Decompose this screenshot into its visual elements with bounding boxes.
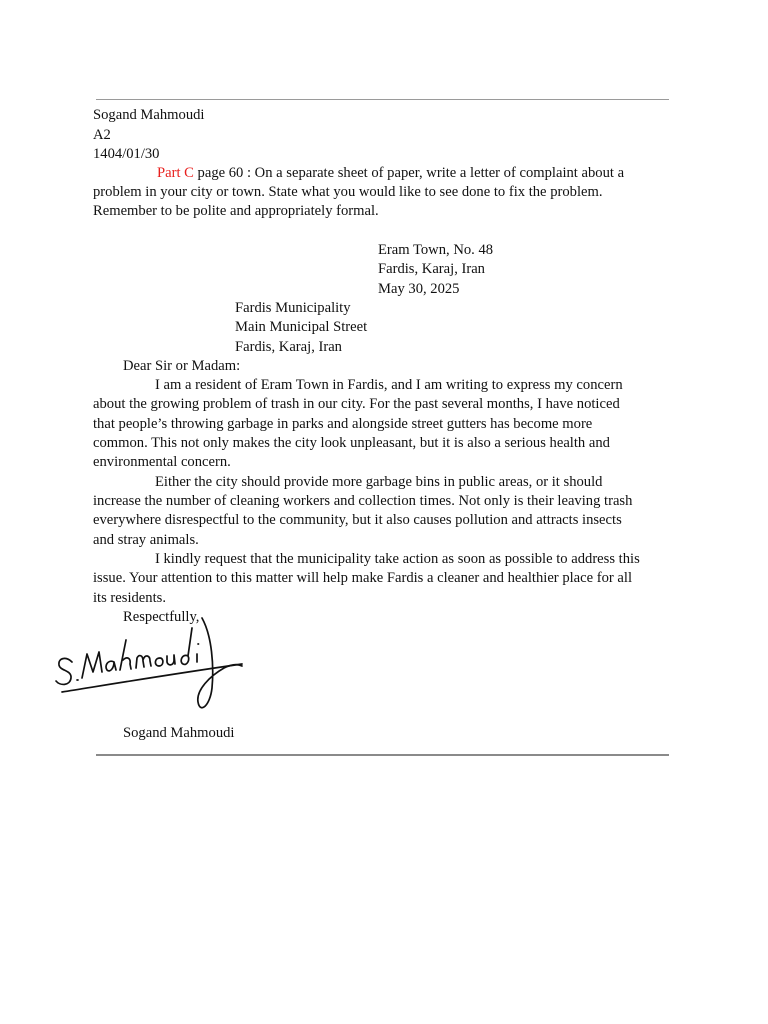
- paragraph-1-line: that people’s throwing garbage in parks and alongside street gutters has become more: [93, 416, 593, 432]
- student-level: A2: [93, 127, 111, 143]
- salutation: Dear Sir or Madam:: [123, 358, 241, 374]
- paragraph-1-line: common. This not only makes the city look unpleasant, but it is also a serious health and: [93, 435, 610, 451]
- sender-address-line-1: Eram Town, No. 48: [378, 242, 494, 258]
- paragraph-2-line: increase the number of cleaning workers and collection times. Not only is their leaving trash: [93, 493, 633, 509]
- paragraph-3-line: I kindly request that the municipality take action as soon as possible to address this: [155, 551, 640, 567]
- paragraph-1-line: about the growing problem of trash in our city. For the past several months, I have noticed: [93, 396, 620, 412]
- recipient-address-line-3: Fardis, Karaj, Iran: [235, 339, 342, 355]
- recipient-address-line-2: Main Municipal Street: [235, 319, 368, 335]
- task-part-label: Part C: [157, 165, 194, 181]
- student-date: 1404/01/30: [93, 146, 160, 162]
- bottom-divider: [96, 754, 669, 756]
- paragraph-1-line: environmental concern.: [93, 454, 231, 470]
- paragraph-1-line: I am a resident of Eram Town in Fardis, and I am writing to express my concern: [155, 377, 623, 393]
- signed-name: Sogand Mahmoudi: [123, 725, 235, 741]
- paragraph-3-line: its residents.: [93, 590, 166, 606]
- task-line-1: [157, 164, 624, 183]
- letter-date: May 30, 2025: [378, 281, 460, 297]
- task-line-3: Remember to be polite and appropriately formal.: [93, 203, 379, 219]
- paragraph-2-line: everywhere disrespectful to the community, but it also causes pollution and attracts insects: [93, 512, 622, 528]
- paragraph-3-line: issue. Your attention to this matter will help make Fardis a cleaner and healthier place for all: [93, 570, 632, 586]
- paragraph-2-line: and stray animals.: [93, 532, 199, 548]
- sender-address-line-2: Fardis, Karaj, Iran: [378, 261, 485, 277]
- top-divider: [96, 99, 669, 100]
- task-line-2: problem in your city or town. State what you would like to see done to fix the problem.: [93, 184, 603, 200]
- closing: Respectfully,: [123, 609, 200, 625]
- recipient-address-line-1: Fardis Municipality: [235, 300, 351, 316]
- task-line-1-rest: page 60 : On a separate sheet of paper, write a letter of complaint about a: [193, 165, 625, 181]
- student-name: Sogand Mahmoudi: [93, 107, 205, 123]
- paragraph-2-line: Either the city should provide more garbage bins in public areas, or it should: [155, 474, 603, 490]
- handwritten-signature: [52, 606, 252, 716]
